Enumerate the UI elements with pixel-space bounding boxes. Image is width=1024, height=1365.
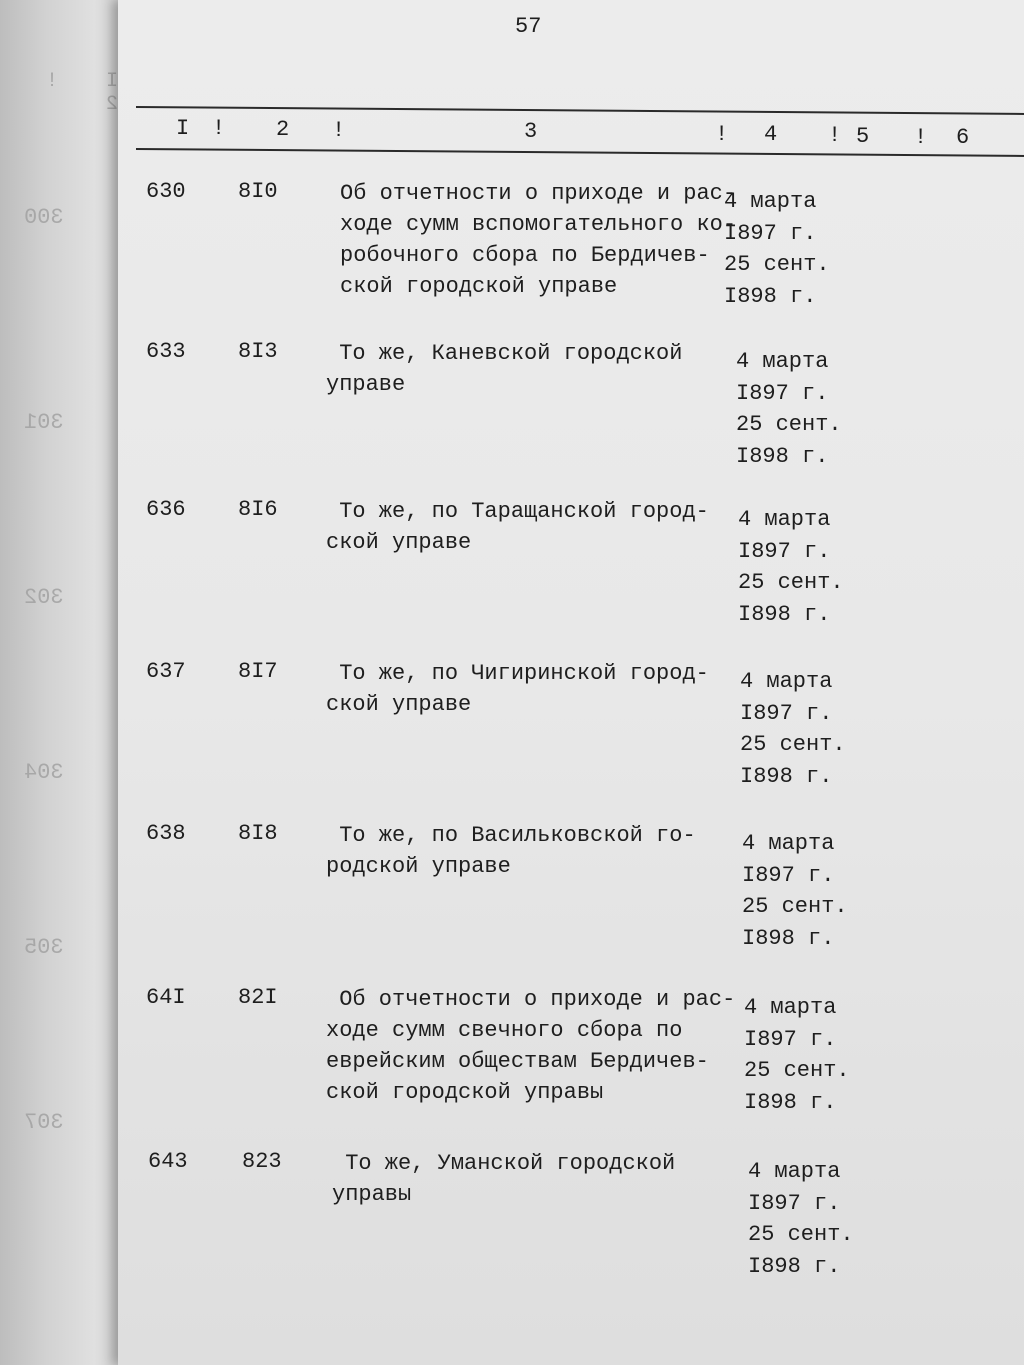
previous-page-edge xyxy=(0,0,118,1365)
row-dates: 4 марта I897 г. 25 сент. I898 г. xyxy=(740,669,846,789)
row-description: То же, по Чигиринской город- ской управе xyxy=(326,661,709,717)
row-number: 630 xyxy=(146,179,186,204)
table-row xyxy=(118,494,1024,634)
column-separator: ! xyxy=(828,123,842,148)
row-case-number: 823 xyxy=(242,1149,282,1174)
row-description: Об отчетности о приходе и рас- ходе сумм вспомогательного ко- робочного сбора по Бердичев- ской городской управе xyxy=(340,181,737,299)
ghost-number: 302 xyxy=(24,585,64,610)
ghost-header-digits: I ! 2 xyxy=(27,70,118,116)
row-description: Об отчетности о приходе и рас- ходе сумм свечного сбора по еврейским обществам Бердичев- ской городской управы xyxy=(326,987,736,1105)
table-row xyxy=(118,818,1024,958)
column-header-1: I xyxy=(176,116,190,141)
column-separator: ! xyxy=(332,118,346,143)
row-dates: 4 марта I897 г. 25 сент. I898 г. xyxy=(744,995,850,1115)
document-page xyxy=(118,0,1024,1365)
ghost-number: 305 xyxy=(24,935,64,960)
column-separator: ! xyxy=(914,125,928,150)
row-dates: 4 марта I897 г. 25 сент. I898 г. xyxy=(748,1159,854,1279)
table-row xyxy=(118,656,1024,796)
row-number: 633 xyxy=(146,339,186,364)
row-number: 637 xyxy=(146,659,186,684)
row-case-number: 8I8 xyxy=(238,821,278,846)
table-row xyxy=(118,1146,1024,1286)
column-header-3: 3 xyxy=(524,119,538,144)
row-dates: 4 марта I897 г. 25 сент. I898 г. xyxy=(724,189,830,309)
row-description: То же, Каневской городской управе xyxy=(326,341,683,397)
column-header-6: 6 xyxy=(956,125,970,150)
column-header-2: 2 xyxy=(276,117,290,142)
ghost-number: 301 xyxy=(24,410,64,435)
row-description: То же, по Таращанской город- ской управе xyxy=(326,499,709,555)
row-description: То же, по Васильковской го- родской управе xyxy=(326,823,696,879)
table-row xyxy=(118,176,1024,316)
row-number: 643 xyxy=(148,1149,188,1174)
table-row xyxy=(118,982,1024,1122)
column-header-5: 5 xyxy=(856,124,870,149)
page-number: 57 xyxy=(515,14,542,39)
ghost-number: 304 xyxy=(24,760,64,785)
header-rule-bottom xyxy=(136,148,1024,157)
row-number: 64I xyxy=(146,985,186,1010)
row-case-number: 8I6 xyxy=(238,497,278,522)
row-description: То же, Уманской городской управы xyxy=(332,1151,676,1207)
row-number: 638 xyxy=(146,821,186,846)
column-separator: ! xyxy=(715,122,729,147)
row-dates: 4 марта I897 г. 25 сент. I898 г. xyxy=(742,831,848,951)
ghost-number: 307 xyxy=(24,1110,64,1135)
row-case-number: 8I0 xyxy=(238,179,278,204)
column-header-4: 4 xyxy=(764,122,778,147)
column-separator: ! xyxy=(212,116,226,141)
row-case-number: 8I3 xyxy=(238,339,278,364)
row-dates: 4 марта I897 г. 25 сент. I898 г. xyxy=(736,349,842,469)
header-rule-top xyxy=(136,106,1024,115)
row-number: 636 xyxy=(146,497,186,522)
row-case-number: 8I7 xyxy=(238,659,278,684)
row-case-number: 82I xyxy=(238,985,278,1010)
ghost-number: 300 xyxy=(24,205,64,230)
table-row xyxy=(118,336,1024,476)
row-dates: 4 марта I897 г. 25 сент. I898 г. xyxy=(738,507,844,627)
